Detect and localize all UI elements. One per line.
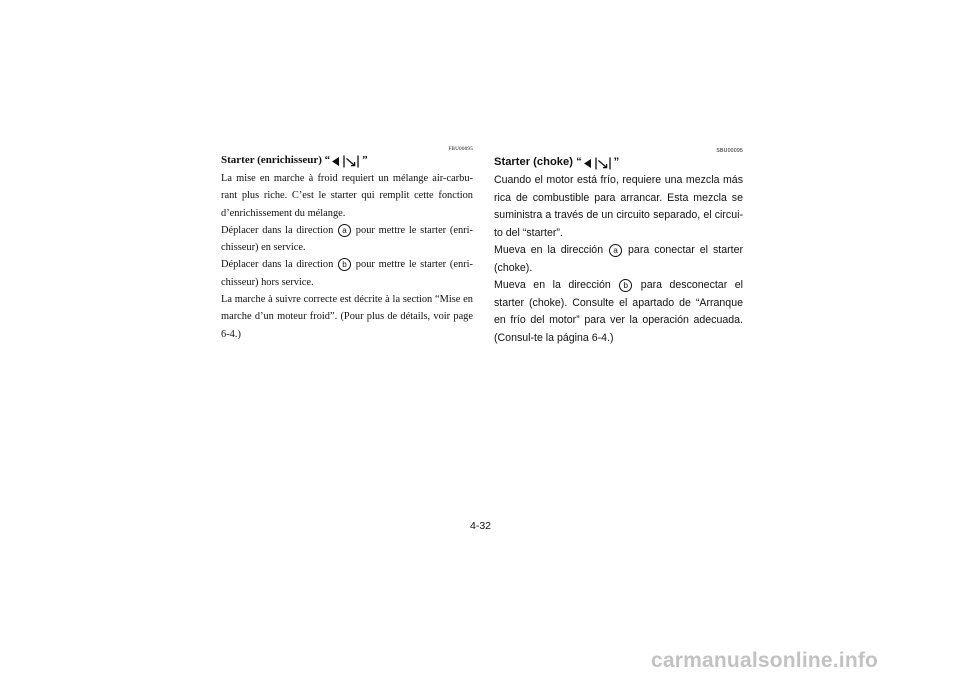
paragraph-intro: La mise en marche à froid requiert un mélange air-carbu-rant plus riche. C’est le starter qui remplit cette fonction d’enrichissement du mélange. bbox=[221, 173, 473, 219]
paragraph-text: para conectar el starter (choke). bbox=[494, 244, 743, 274]
heading-close-quote: ” bbox=[362, 154, 368, 167]
paragraph-direction-b bbox=[221, 256, 473, 291]
paragraph-intro: Cuando el motor está frío, requiere una mezcla más rica de combustible para arrancar. Esta mezcla se suministra a través de un circuito separado, el circui-to del “starter”. bbox=[494, 174, 743, 239]
page-number: 4-32 bbox=[470, 520, 492, 532]
direction-b-marker: b bbox=[619, 279, 632, 292]
paragraph-text: Déplacer dans la direction bbox=[221, 224, 334, 236]
section-code: FBU00095 bbox=[448, 146, 473, 152]
paragraph-text: pour mettre le starter (enri-chisseur) hors service. bbox=[221, 259, 473, 288]
direction-b-marker: b bbox=[338, 258, 351, 271]
choke-symbol-icon bbox=[331, 155, 361, 168]
paragraph-direction-a bbox=[221, 222, 473, 257]
paragraph-text: pour mettre le starter (enri-chisseur) en service. bbox=[221, 224, 473, 254]
paragraph-text: Mueva en la dirección bbox=[494, 244, 604, 256]
paragraph-procedure: La marche à suivre correcte est décrite à la section “Mise en marche d’un moteur froid”. (Pour plus de détails, voir page 6-4.) bbox=[221, 294, 473, 340]
paragraph-text: Déplacer dans la direction bbox=[221, 259, 334, 271]
section-code: SBU00095 bbox=[716, 148, 743, 154]
heading-text: Starter (enrichisseur) “ bbox=[221, 154, 331, 167]
spanish-column bbox=[494, 146, 743, 347]
section-heading bbox=[494, 154, 743, 172]
direction-a-marker: a bbox=[609, 244, 622, 257]
section-heading bbox=[221, 152, 473, 170]
direction-a-marker: a bbox=[338, 224, 351, 237]
french-column bbox=[221, 146, 473, 343]
watermark: carmanualsonline.info bbox=[651, 649, 879, 672]
paragraph-direction-a bbox=[494, 242, 743, 277]
paragraph-direction-b bbox=[494, 277, 743, 347]
paragraph-text: para desconectar el starter (choke). Consulte el apartado de “Arranque en frío del motor” para ver la operación adecuada. (Consul-te la página 6-4.) bbox=[494, 279, 743, 344]
paragraph-text: Mueva en la dirección bbox=[494, 279, 611, 291]
choke-symbol-icon bbox=[583, 157, 613, 170]
heading-close-quote: ” bbox=[613, 156, 620, 169]
heading-text: Starter (choke) “ bbox=[494, 156, 582, 169]
